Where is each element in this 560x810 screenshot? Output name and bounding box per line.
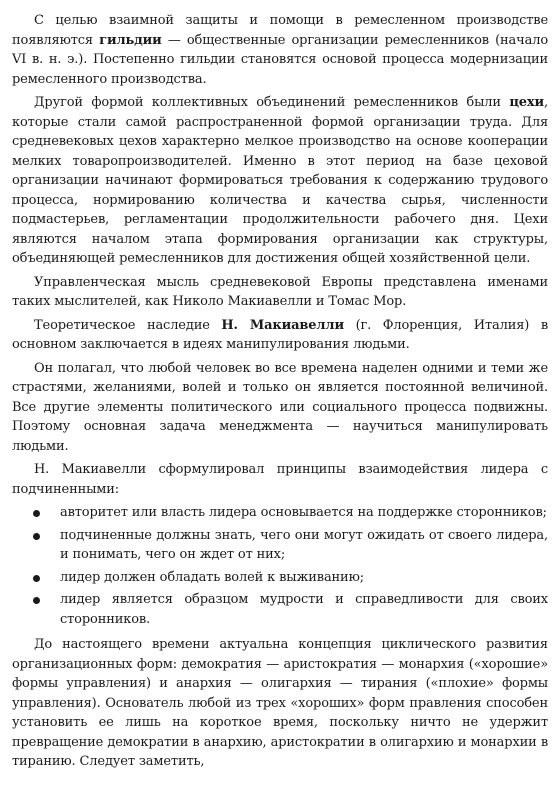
list-item xyxy=(12,526,548,565)
paragraph-cyclical-concept xyxy=(12,635,548,772)
bullet-icon xyxy=(33,510,40,517)
paragraph-text: С целью взаимной защиты и помощи в ремесленном производстве появляются xyxy=(12,13,548,48)
list-item-text: подчиненные должны знать, чего они могут ожидать от своего лидера, и понимать, чего он ждет от них; xyxy=(60,527,548,562)
paragraph-text: , которые стали самой распространенной формой организации труда. Для средневековых цехов характерно мелкое производство на основе кооперации мелких товаропроизводителей. Именно в этот период на базе цеховой организации начинают формироваться требования к содержанию трудового процесса, нормированию количества и качества сырья, численности подмастерьев, регламентации продолжительности рабочего дня. Цехи являются началом этапа формирования организации как структуры, объединяющей ремесленников для достижения общей хозяйственной цели. xyxy=(12,95,548,266)
paragraph-text: Управленческая мысль средневековой Европы представлена именами таких мыслителей, как Николо Макиавелли и Томас Мор. xyxy=(12,274,548,309)
paragraph-text: До настоящего времени актуальна концепция циклического развития организационных форм: демократия — аристократия — монархия («хорошие» формы управления) и анархия — олигархия — тирания («плохие» формы управления). Основатель любой из трех «хороших» форм правления способен установить ее лишь на короткое время, поскольку ничто не удержит превращение демократии в анархию, аристократии в олигархию и монархии в тиранию. Следует заметить, xyxy=(12,637,548,769)
paragraph-text: — общественные организации ремесленников (начало VI в. н. э.). Постепенно гильдии становятся основой процесса модернизации ремесленного производства. xyxy=(12,32,548,87)
list-item-text: лидер является образцом мудрости и справедливости для своих сторонников. xyxy=(60,592,548,627)
paragraph-principles-intro xyxy=(12,460,548,499)
list-item-text: лидер должен обладать волей к выживанию; xyxy=(60,569,364,585)
paragraph-text: Другой формой коллективных объединений ремесленников были xyxy=(34,95,510,110)
paragraph-text: Теоретическое наследие xyxy=(34,317,222,333)
list-item xyxy=(12,568,548,588)
paragraph-text: Он полагал, что любой человек во все времена наделен одними и теми же страстями, желаниями, волей и только он является постоянной величиной. Все другие элементы политического или социального процесса подвижны. Поэтому основная задача менеджмента — научиться манипулировать людьми. xyxy=(12,360,548,454)
bullet-icon xyxy=(33,597,40,604)
paragraph-guilds xyxy=(12,11,548,89)
list-item xyxy=(12,503,548,523)
paragraph-workshops xyxy=(12,93,548,269)
principles-list xyxy=(12,503,548,629)
term-guilds: гильдии xyxy=(99,32,162,48)
list-item xyxy=(12,590,548,629)
paragraph-text: Н. Макиавелли сформулировал принципы взаимодействия лидера с подчиненными: xyxy=(12,462,548,497)
bullet-icon xyxy=(33,533,40,540)
paragraph-medieval-thought xyxy=(12,273,548,312)
list-item-text: авторитет или власть лидера основывается на поддержке сторонников; xyxy=(60,505,547,520)
paragraph-text: (г. Флоренция, Италия) в основном заключается в идеях манипулирования людьми. xyxy=(12,317,548,352)
bullet-icon xyxy=(33,575,40,582)
term-machiavelli: Н. Макиавелли xyxy=(221,317,344,333)
term-workshops: цехи xyxy=(509,95,545,110)
paragraph-manipulation xyxy=(12,359,548,457)
paragraph-machiavelli-legacy xyxy=(12,316,548,355)
